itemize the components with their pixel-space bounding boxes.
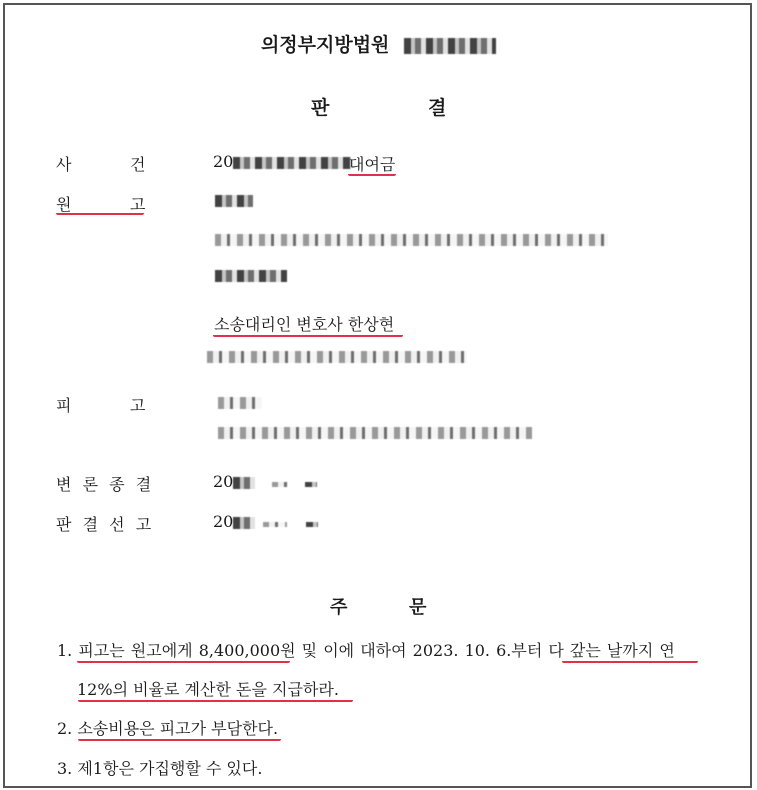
sentencing-date: 20 xyxy=(213,512,255,531)
order-1-underline-b xyxy=(562,658,698,663)
order-1-underline-a xyxy=(77,658,290,663)
case-name-underline xyxy=(348,171,396,176)
redacted-closing-year xyxy=(233,477,255,489)
redacted-plaintiff-extra xyxy=(215,270,287,282)
order-item-3: 3. 제1항은 가집행할 수 있다. xyxy=(57,759,263,778)
redacted-closing-day xyxy=(305,482,317,487)
redacted-case-number xyxy=(233,157,351,169)
order-heading-char-1: 주 xyxy=(330,597,348,618)
redacted-plaintiff-name xyxy=(215,195,253,207)
plaintiff-attorney: 소송대리인 변호사 한상현 xyxy=(214,315,395,334)
court-name-text: 의정부지방법원 xyxy=(260,34,390,56)
case-number xyxy=(213,152,351,171)
title-char-2: 결 xyxy=(428,97,447,119)
redacted-sentencing-day xyxy=(306,522,318,527)
order-heading-char-2: 문 xyxy=(409,597,427,618)
case-name: 대여금 xyxy=(349,155,396,174)
order-1-underline-c xyxy=(78,697,353,702)
redacted-defendant-address xyxy=(218,427,532,439)
document-border xyxy=(3,3,752,788)
order-item-2: 2. 소송비용은 피고가 부담한다. xyxy=(57,719,279,738)
closing-date: 20 xyxy=(213,472,255,491)
sentencing-label: 판 결 선 고 xyxy=(56,515,152,534)
redacted-closing-month xyxy=(272,482,288,487)
plaintiff-label-1: 원 xyxy=(56,195,72,214)
court-name xyxy=(0,30,757,57)
defendant-label-2: 고 xyxy=(130,396,146,415)
case-number-prefix: 20 xyxy=(213,152,234,171)
order-item-1-line-2: 12%의 비율로 계산한 돈을 지급하라. xyxy=(77,680,339,699)
redacted-attorney-address xyxy=(207,351,467,363)
redacted-plaintiff-address xyxy=(215,234,608,246)
plaintiff-label-2: 고 xyxy=(130,195,146,214)
plaintiff-label-underline xyxy=(56,210,144,215)
order-item-1-line-1: 1. 피고는 원고에게 8,400,000원 및 이에 대하여 2023. 10. 6.부터 다 갚는 날까지 연 xyxy=(57,641,675,660)
case-label-1: 사 xyxy=(56,155,72,174)
redacted-defendant-name xyxy=(218,397,262,409)
defendant-label-1: 피 xyxy=(56,396,72,415)
redacted-sentencing-month xyxy=(263,522,287,527)
closing-label: 변 론 종 결 xyxy=(56,475,152,494)
attorney-underline xyxy=(213,332,403,337)
case-label-2: 건 xyxy=(130,155,146,174)
title-char-1: 판 xyxy=(311,97,330,119)
redacted-sentencing-year xyxy=(233,517,255,529)
order-2-underline xyxy=(78,736,281,741)
redacted-branch xyxy=(404,38,496,54)
